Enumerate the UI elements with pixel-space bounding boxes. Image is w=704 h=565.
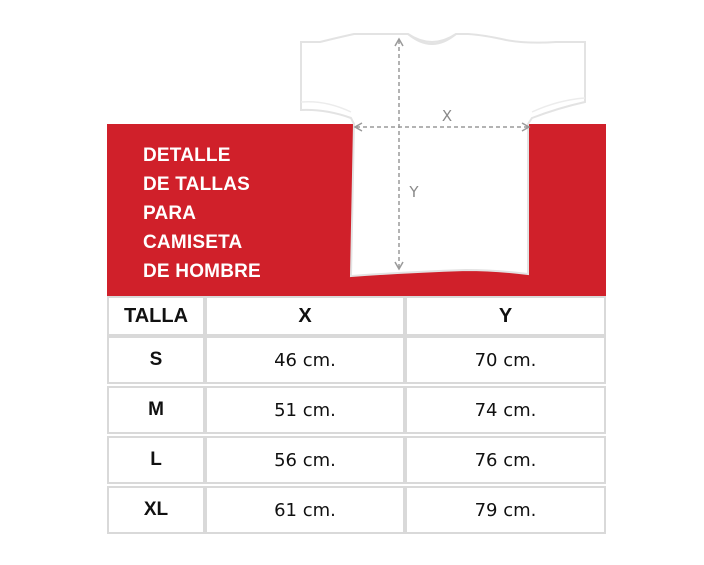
header-y: Y: [405, 296, 606, 336]
tshirt-outline: [301, 34, 585, 276]
header-talla: TALLA: [107, 296, 205, 336]
banner-line: DE TALLAS: [143, 174, 250, 195]
header-x: X: [205, 296, 405, 336]
x-label: X: [441, 107, 453, 125]
y-value: 76 cm.: [405, 436, 606, 484]
y-value: 79 cm.: [405, 486, 606, 534]
banner-line: DETALLE: [143, 145, 231, 166]
size-label: S: [107, 336, 205, 384]
banner-line: CAMISETA: [143, 232, 243, 253]
x-value: 46 cm.: [205, 336, 405, 384]
x-value: 51 cm.: [205, 386, 405, 434]
banner-line: DE HOMBRE: [143, 261, 261, 282]
size-label: XL: [107, 486, 205, 534]
x-value: 56 cm.: [205, 436, 405, 484]
tshirt-diagram: [296, 26, 596, 286]
y-label: Y: [409, 183, 419, 201]
x-value: 61 cm.: [205, 486, 405, 534]
size-label: L: [107, 436, 205, 484]
y-value: 70 cm.: [405, 336, 606, 384]
size-label: M: [107, 386, 205, 434]
y-value: 74 cm.: [405, 386, 606, 434]
banner-line: PARA: [143, 203, 197, 224]
